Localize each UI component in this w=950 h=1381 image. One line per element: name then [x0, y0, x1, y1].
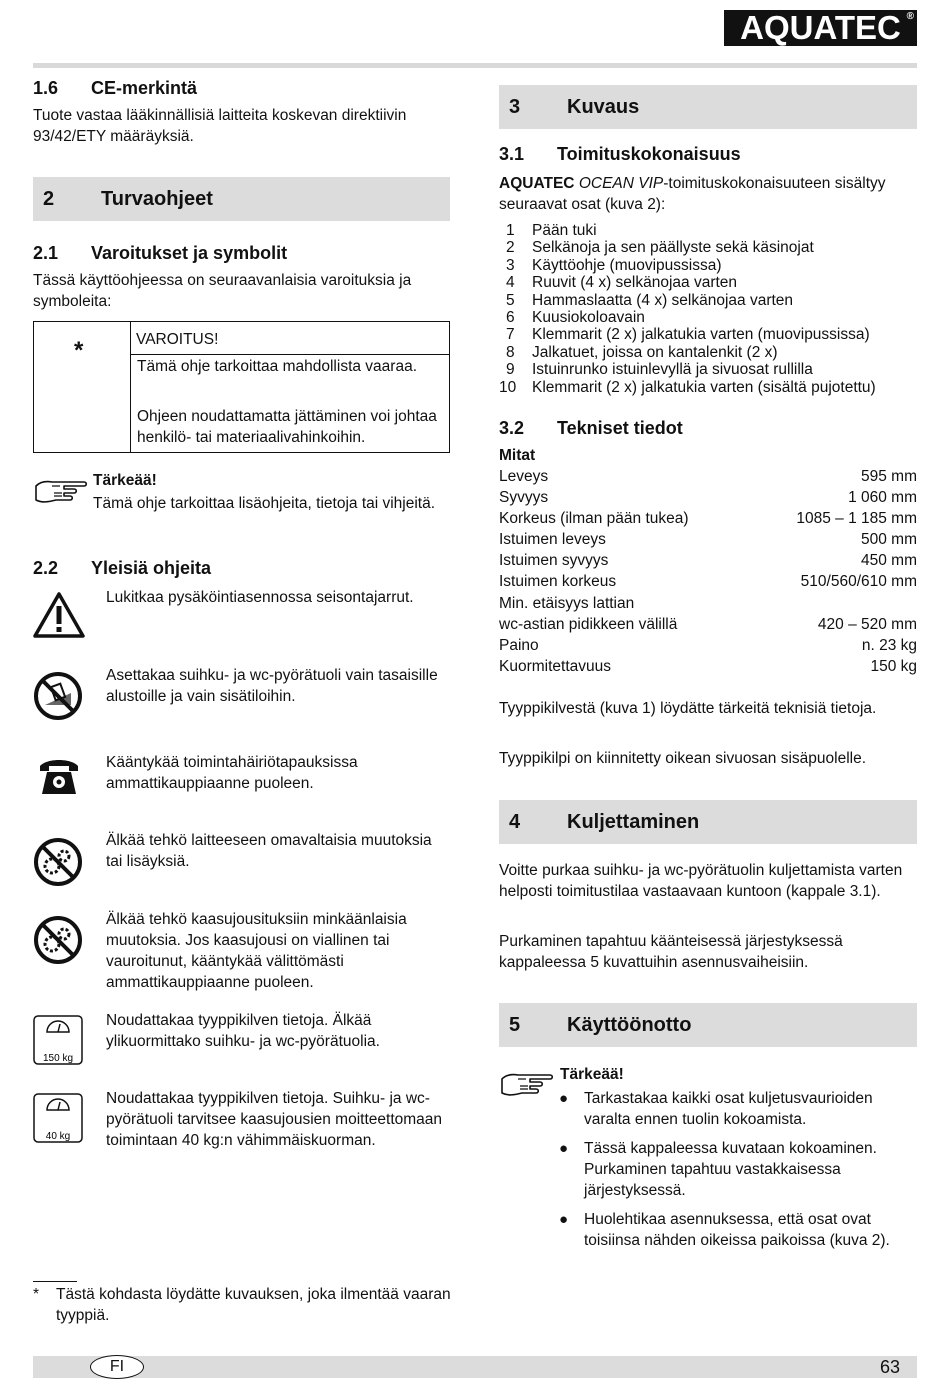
section-2-band: 2 Turvaohjeet: [33, 177, 450, 221]
footnote-text: Tästä kohdasta löydätte kuvauksen, joka ilmentää vaaran tyyppiä.: [56, 1286, 451, 1324]
footer-band: [33, 1356, 917, 1378]
general-item-1: Lukitkaa pysäköintiasennossa seisontajarrut.: [106, 589, 414, 606]
list-item: 6 Kuusiokoloavain: [506, 308, 645, 326]
specs-subheading: Mitat: [499, 447, 536, 464]
list-item: 5 Hammaslaatta (4 x) selkänojaa varten: [506, 291, 794, 309]
table-row: Istuimen korkeus 510/560/610 mm: [499, 573, 917, 591]
general-item-7: Noudattakaa tyyppikilven tietoja. Suihku- ja wc-pyörätuoli tarvitsee kaasujousien moitteettomaan toimintaan 40 kg:n vähimmäiskuorman.: [106, 1090, 443, 1149]
warning-heading: VAROITUS!: [136, 331, 219, 348]
telephone-icon: [37, 756, 81, 796]
general-item-6: Noudattakaa tyyppikilven tietoja. Älkää ylikuormittako suihku- ja wc-pyörätuolia.: [106, 1012, 380, 1050]
pointing-hand-icon: [500, 1069, 556, 1099]
warning-text-1: Tämä ohje tarkoittaa mahdollista vaaraa.: [137, 358, 418, 375]
logo-text: AQUATEC: [740, 9, 901, 46]
header-rule: [33, 63, 917, 68]
warning-text-2: Ohjeen noudattamatta jättäminen voi johtaa henkilö- tai materiaalivahinkoihin.: [137, 408, 437, 446]
scale-40kg-icon: [33, 1093, 83, 1143]
warning-triangle-icon: [33, 591, 85, 639]
footnote-marker: *: [33, 1286, 40, 1303]
general-item-5: Älkää tehkö kaasujousituksiin minkäänlaisia muutoksia. Jos kaasujousi on viallinen tai vauroitunut, kääntykää välittömästi ammattikauppiaanne puoleen.: [106, 911, 407, 991]
list-item: 4 Ruuvit (4 x) selkänojaa varten: [506, 274, 738, 292]
no-gas-spring-modification-icon: [33, 915, 83, 965]
specs-table: [499, 466, 917, 677]
important-label: Tärkeää!: [93, 472, 157, 489]
warning-table: [33, 321, 450, 453]
table-row: Korkeus (ilman pään tukea) 1085 – 1 185 mm: [499, 510, 917, 528]
brand-name: AQUATEC: [499, 175, 575, 192]
general-item-2: Asettakaa suihku- ja wc-pyörätuoli vain tasaisille alustoille ja vain sisätiloihin.: [106, 667, 438, 705]
section-3-1-intro: [499, 173, 919, 215]
warning-heading-cell: [130, 322, 449, 355]
section-3-band: 3 Kuvaus: [499, 85, 917, 129]
scale-150kg-label: 150 kg: [42, 1053, 74, 1064]
warning-marker: *: [74, 337, 84, 364]
section-4-band: 4 Kuljettaminen: [499, 800, 917, 844]
section-2-2-heading: 2.2 Yleisiä ohjeita: [33, 558, 212, 578]
warning-symbol-cell: [34, 322, 131, 452]
table-row: Paino n. 23 kg: [499, 636, 917, 654]
table-row: Istuimen leveys 500 mm: [499, 531, 917, 549]
table-row: Min. etäisyys lattian: [499, 594, 635, 612]
list-item: 10 Klemmarit (2 x) jalkatukia varten (sisältä pujotettu): [499, 378, 876, 396]
general-item-4: Älkää tehkö laitteeseen omavaltaisia muutoksia tai lisäyksiä.: [106, 832, 432, 870]
important-text: Tämä ohje tarkoittaa lisäohjeita, tietoja tai vihjeitä.: [93, 495, 436, 512]
footnote-rule: [33, 1281, 77, 1282]
section-2-1-text: Tässä käyttöohjeessa on seuraavanlaisia varoituksia ja symboleita:: [33, 272, 412, 310]
general-item-3: Kääntykää toimintahäiriötapauksissa ammattikauppiaanne puoleen.: [106, 754, 358, 792]
section-1-6-text: Tuote vastaa lääkinnällisiä laitteita koskevan direktiivin 93/42/ETY määräyksiä.: [33, 107, 407, 145]
language-badge: FI: [90, 1355, 144, 1379]
no-slope-icon: [33, 671, 83, 721]
intro-rest: -toimituskokonaisuuteen sisältyy seuraavat osat (kuva 2):: [499, 175, 886, 213]
specs-note-1: Tyyppikilvestä (kuva 1) löydätte tärkeitä teknisiä tietoja.: [499, 700, 877, 717]
scale-150kg-icon: [33, 1015, 83, 1065]
no-modification-icon: [33, 837, 83, 887]
scale-40kg-label: 40 kg: [45, 1131, 71, 1142]
model-name: OCEAN VIP: [578, 175, 664, 192]
table-row: wc-astian pidikkeen välillä 420 – 520 mm: [499, 615, 917, 633]
list-item: 8 Jalkatuet, joissa on kantalenkit (2 x): [506, 343, 778, 361]
section-4-text-1: Voitte purkaa suihku- ja wc-pyörätuolin kuljettamista varten helposti toimitustilaa vastaavaan kuntoon (kappale 3.1).: [499, 862, 903, 900]
parts-list: [499, 222, 919, 396]
section-3-2-heading: 3.2 Tekniset tiedot: [499, 418, 683, 438]
page-number: 63: [879, 1357, 900, 1377]
section-4-text-2: Purkaminen tapahtuu käänteisessä järjestyksessä kappaleessa 5 kuvattuihin asennusvaiheisiin.: [499, 933, 843, 971]
list-item: 9 Istuinrunko istuinlevyllä ja sivuosat rullilla: [506, 361, 813, 379]
table-row: Leveys 595 mm: [499, 468, 917, 485]
section-5-band: 5 Käyttöönotto: [499, 1003, 917, 1047]
table-row: Kuormitettavuus 150 kg: [499, 657, 917, 675]
list-item: 1 Pään tuki: [506, 222, 597, 239]
section-1-6-heading: 1.6 CE-merkintä: [33, 78, 198, 98]
important-label-2: Tärkeää!: [560, 1066, 624, 1083]
specs-note-2: Tyyppikilpi on kiinnitetty oikean sivuosan sisäpuolelle.: [499, 750, 867, 767]
list-item: 7 Klemmarit (2 x) jalkatukia varten (muovipussissa): [506, 326, 870, 344]
section-2-1-heading: 2.1 Varoitukset ja symbolit: [33, 243, 288, 263]
list-item: 2 Selkänoja ja sen päällyste sekä käsinojat: [506, 239, 814, 257]
section-3-1-heading: 3.1 Toimituskokonaisuus: [499, 144, 741, 164]
pointing-hand-icon: [34, 476, 90, 506]
table-row: Syvyys 1 060 mm: [499, 489, 917, 507]
registered-mark: ®: [906, 11, 914, 22]
list-item: 3 Käyttöohje (muovipussissa): [506, 256, 722, 274]
table-row: Istuimen syvyys 450 mm: [499, 552, 917, 570]
brand-logo: [724, 10, 917, 46]
